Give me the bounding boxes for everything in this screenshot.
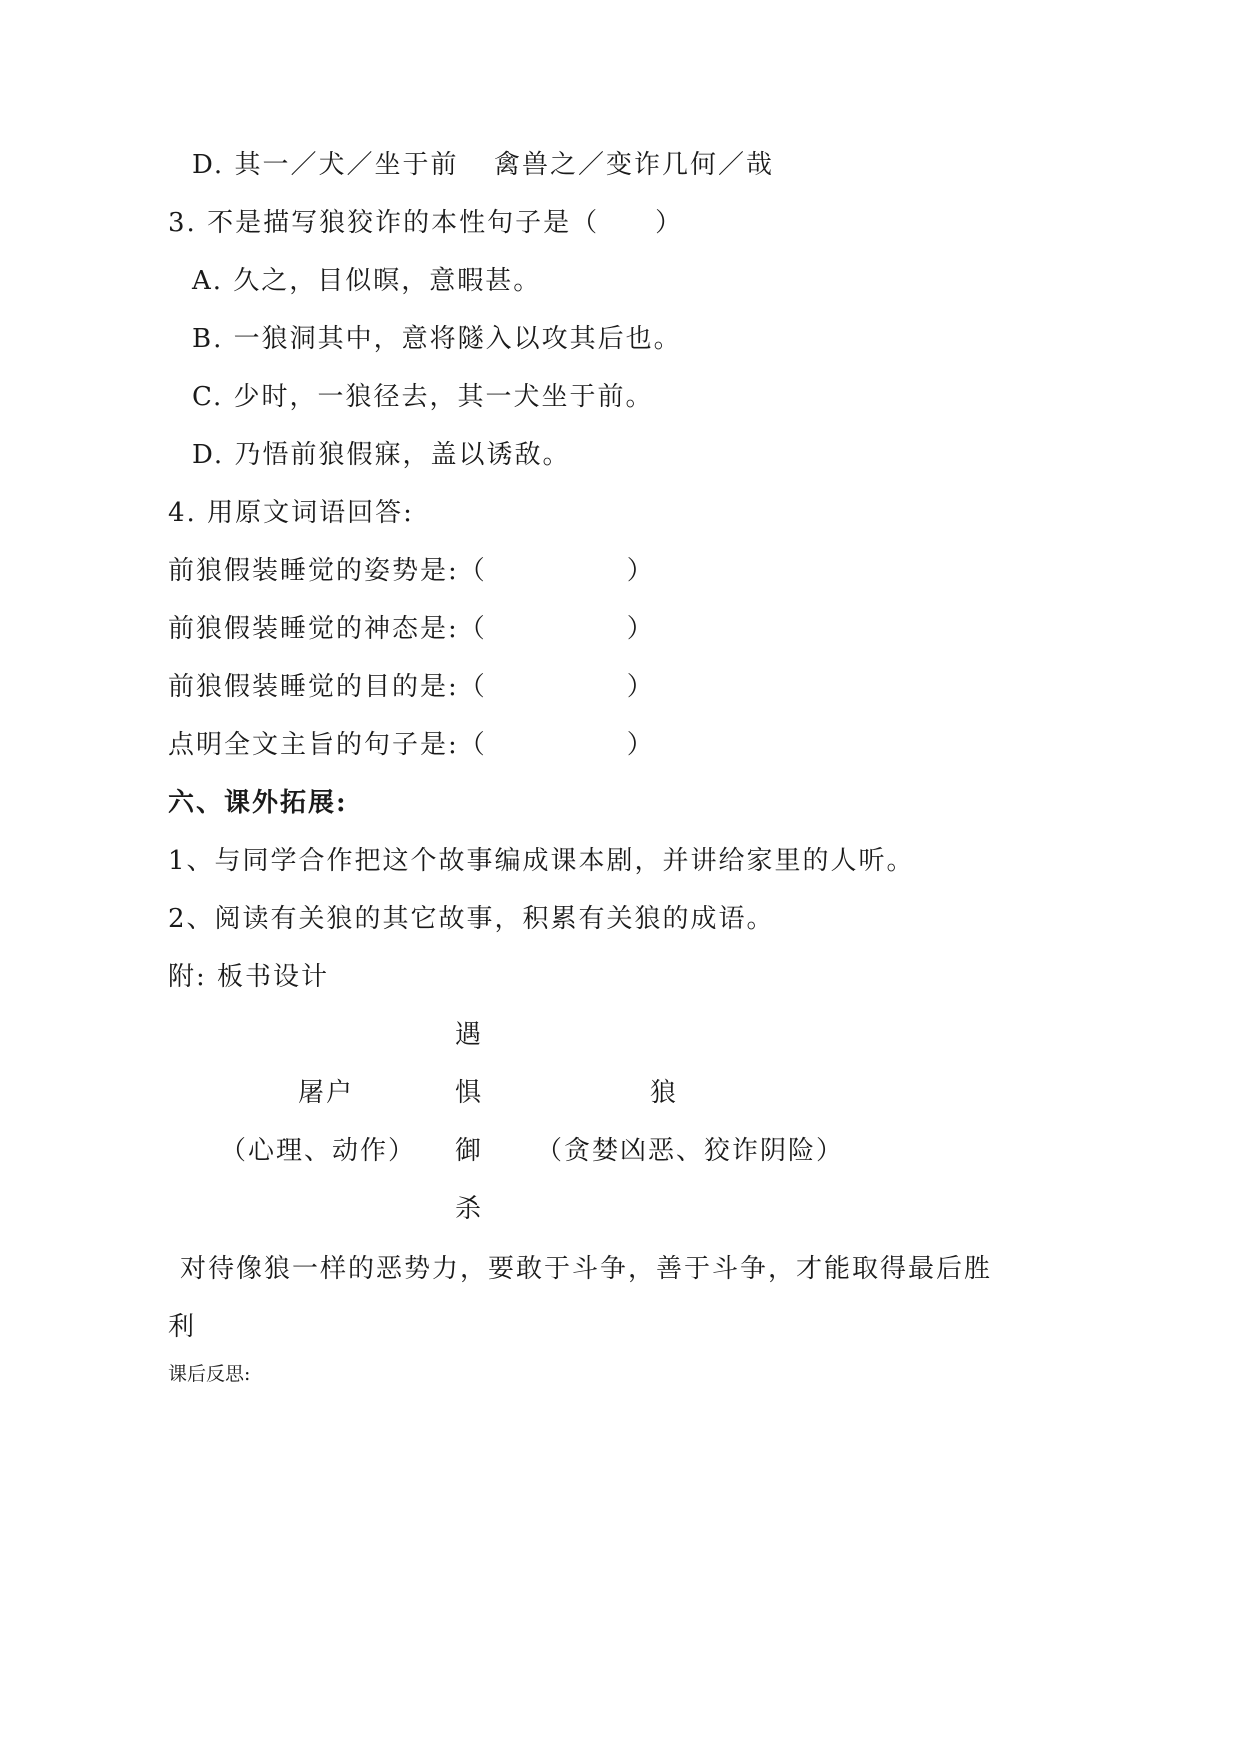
board-right-note: （贪婪凶恶、狡诈阴险） xyxy=(536,1136,845,1166)
board-center-1: 遇 xyxy=(455,1020,484,1050)
board-center-3: 御 xyxy=(455,1136,484,1166)
reflection-label: 课后反思: xyxy=(168,1363,251,1385)
board-center-2: 惧 xyxy=(455,1078,484,1108)
q4-item-purpose: 前狼假装睡觉的目的是:（ ） xyxy=(168,672,655,702)
q3-option-b: B. 一狼洞其中，意将隧入以攻其后也。 xyxy=(192,324,682,354)
board-center-4: 杀 xyxy=(455,1194,484,1224)
conclusion-line-2: 利 xyxy=(168,1312,197,1342)
section6-heading: 六、课外拓展: xyxy=(168,788,348,818)
board-right-title: 狼 xyxy=(650,1078,679,1108)
q3-stem: 3. 不是描写狼狡诈的本性句子是（ ） xyxy=(168,208,684,238)
board-left-title: 屠户 xyxy=(298,1078,355,1108)
q3-option-c: C. 少时，一狼径去，其一犬坐于前。 xyxy=(192,382,654,412)
q4-item-posture: 前狼假装睡觉的姿势是:（ ） xyxy=(168,556,655,586)
q4-stem: 4. 用原文词语回答: xyxy=(168,498,414,528)
q3-option-d: D. 乃悟前狼假寐，盖以诱敌。 xyxy=(192,440,571,470)
board-left-note: （心理、动作） xyxy=(220,1136,417,1166)
section6-item-1: 1、与同学合作把这个故事编成课本剧，并讲给家里的人听。 xyxy=(168,846,915,876)
q2-option-d-part2: 禽兽之／变诈几何／哉 xyxy=(494,150,775,180)
q2-option-d-part1: D. 其一／犬／坐于前 xyxy=(192,150,459,180)
conclusion-line-1: 对待像狼一样的恶势力，要敢于斗争，善于斗争，才能取得最后胜 xyxy=(180,1254,993,1284)
board-label: 附: 板书设计 xyxy=(168,962,330,992)
q4-item-theme: 点明全文主旨的句子是:（ ） xyxy=(168,730,655,760)
q4-item-expression: 前狼假装睡觉的神态是:（ ） xyxy=(168,614,655,644)
section6-item-2: 2、阅读有关狼的其它故事，积累有关狼的成语。 xyxy=(168,904,775,934)
q3-option-a: A. 久之，目似暝，意暇甚。 xyxy=(192,266,542,296)
